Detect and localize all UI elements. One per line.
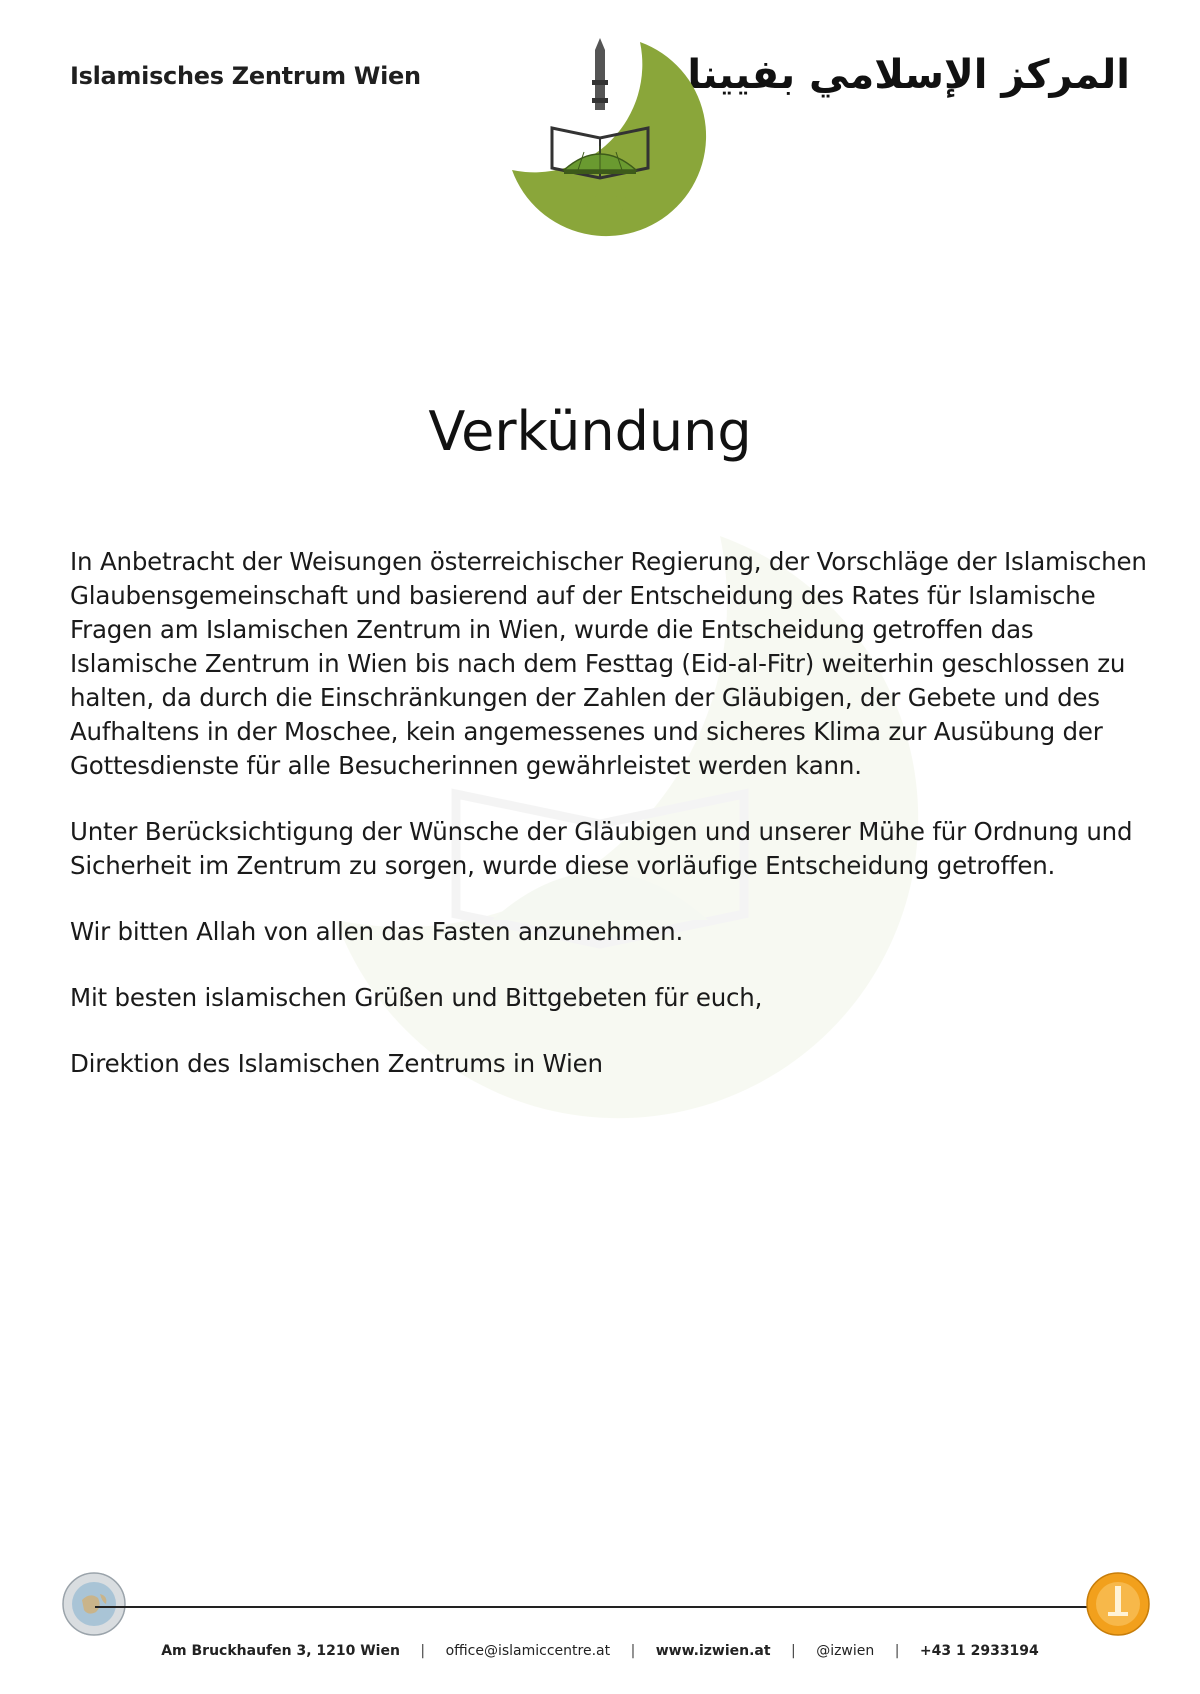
paragraph-reason: Unter Berücksichtigung der Wünsche der Gläubigen und unserer Mühe für Ordnung und Sicherheit im Zentrum zu sorgen, wurde diese vorläufige Entscheidung getroffen. (70, 817, 1133, 880)
logo-text: IZW (568, 184, 632, 222)
paragraph-prayer: Wir bitten Allah von allen das Fasten anzunehmen. (70, 917, 684, 946)
footer-website[interactable]: www.izwien.at (655, 1643, 771, 1659)
org-name-arabic: المركز الإسلامي بفيينا (687, 52, 1130, 98)
footer-divider (95, 1606, 1105, 1608)
footer-separator: | (420, 1643, 426, 1659)
orange-seal-icon (1086, 1572, 1150, 1636)
announcement-body (70, 545, 1150, 1113)
page-title: Verkündung (428, 400, 752, 463)
org-name-german: Islamisches Zentrum Wien (70, 62, 421, 90)
footer-address: Am Bruckhaufen 3, 1210 Wien (161, 1643, 400, 1659)
paragraph-greeting: Mit besten islamischen Grüßen und Bittgebeten für euch, (70, 983, 763, 1012)
paragraph-main: In Anbetracht der Weisungen österreichischer Regierung, der Vorschläge der Islamischen Glaubensgemeinschaft und basierend auf der Entscheidung des Rates für Islamische Fragen am Islamischen Zentrum in Wien, wurde die Entscheidung getroffen das Islamische Zentrum in Wien bis nach dem Festtag (Eid-al-Fitr) weiterhin geschlossen zu halten, da durch die Einschränkungen der Zahlen der Gläubigen, der Gebete und des Aufhaltens in der Moschee, kein angemessenes und sicheres Klima zur Ausübung der Gottesdienste für alle Besucherinnen gewährleistet werden kann. (70, 547, 1147, 780)
paragraph-signature: Direktion des Islamischen Zentrums in Wien (70, 1049, 603, 1078)
footer-phone[interactable]: +43 1 2933194 (919, 1643, 1039, 1659)
footer-contact (0, 1643, 1200, 1659)
footer-social[interactable]: @izwien (816, 1643, 875, 1659)
footer-email[interactable]: office@islamiccentre.at (445, 1643, 611, 1659)
footer-separator: | (791, 1643, 796, 1659)
svg-text:IZW: IZW (505, 963, 695, 1075)
izw-logo (480, 20, 720, 260)
footer-separator: | (894, 1643, 900, 1659)
footer-separator: | (630, 1643, 636, 1659)
globe-seal-icon (62, 1572, 126, 1636)
